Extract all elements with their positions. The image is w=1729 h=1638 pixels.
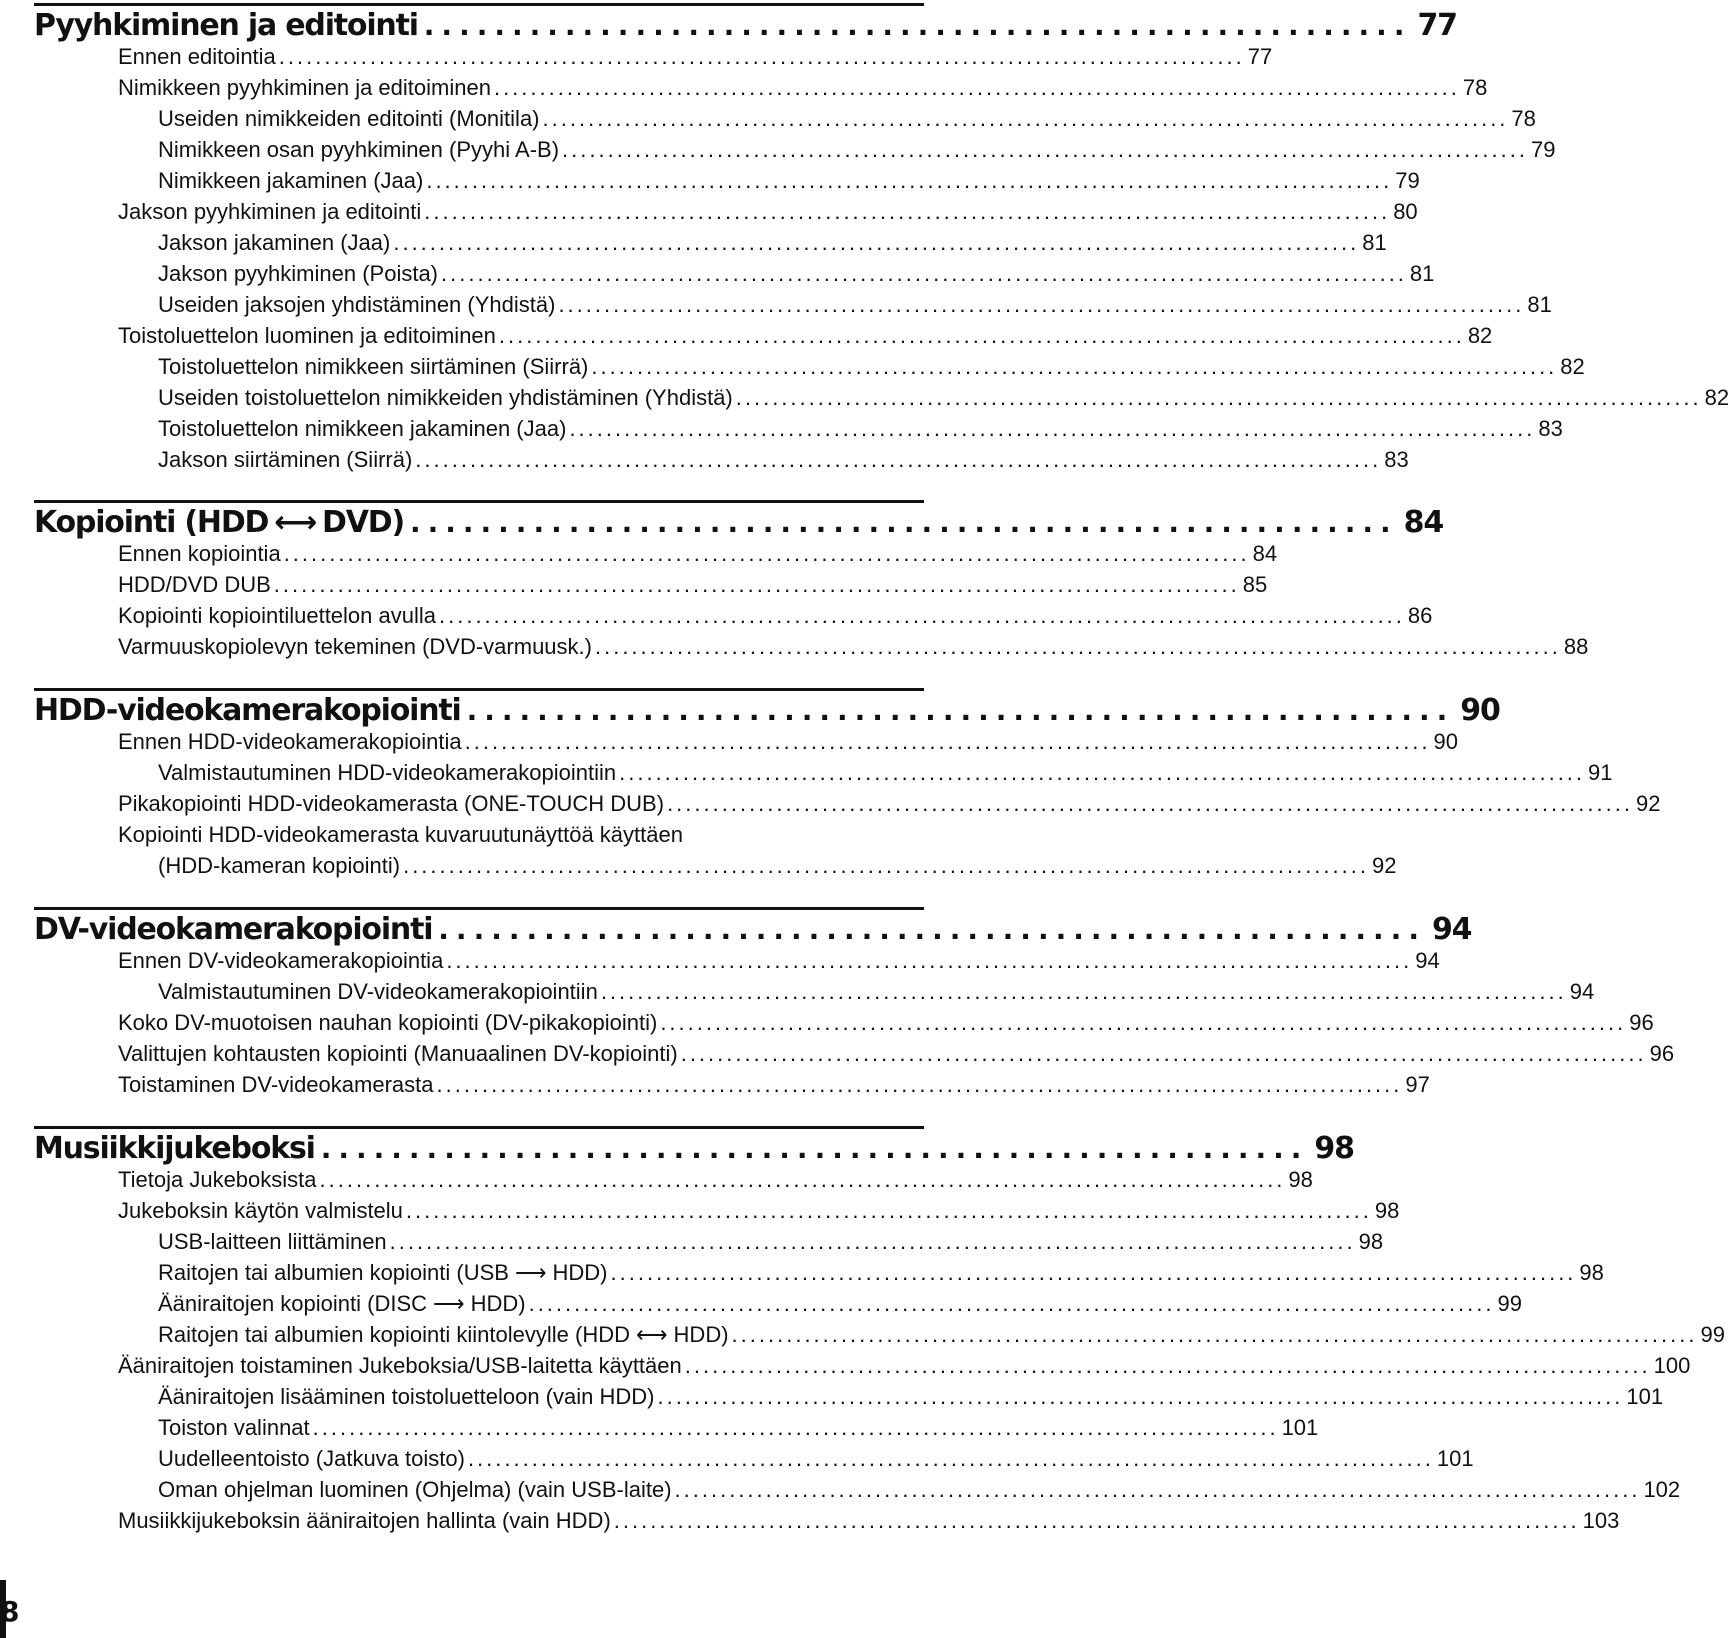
toc-entry[interactable] <box>158 1477 1681 1510</box>
section-rule <box>34 688 924 691</box>
toc-entry[interactable] <box>158 354 1585 387</box>
entry-page: 102 <box>1643 1477 1681 1502</box>
toc-entry[interactable] <box>158 230 1387 263</box>
entry-text-end: HDD) <box>470 1291 526 1316</box>
entry-page: 85 <box>1242 572 1268 597</box>
section-title: Musiikkijukeboksi <box>34 1131 315 1166</box>
leader-dots: .......................................................................................................... <box>600 979 1567 1004</box>
leader-dots: .......................................................................................................... <box>610 1260 1577 1285</box>
entry-text: Toistaminen DV-videokamerasta <box>118 1072 434 1097</box>
leader-dots: ........................................................ <box>409 506 1398 539</box>
toc-entry-continuation[interactable] <box>158 853 1397 886</box>
entry-page: 78 <box>1511 106 1536 131</box>
toc-entry[interactable] <box>158 416 1563 449</box>
entry-text: Raitojen tai albumien kopiointi kiintolevylle (HDD <box>158 1322 630 1347</box>
entry-page: 81 <box>1409 261 1435 286</box>
entry-page: 94 <box>1569 979 1595 1004</box>
entry-page: 98 <box>1579 1260 1604 1285</box>
entry-text: (HDD-kameran kopiointi) <box>158 853 401 878</box>
toc-entry[interactable] <box>158 447 1409 480</box>
section-page: 84 <box>1403 505 1443 540</box>
leader-dots: .......................................................................................................... <box>680 1041 1647 1066</box>
toc-entry[interactable] <box>118 1198 1400 1231</box>
section-page: 90 <box>1460 693 1500 728</box>
toc-entry[interactable] <box>158 1322 1725 1355</box>
entry-text: Jakson jakaminen (Jaa) <box>158 230 391 255</box>
right-arrow-icon: ⟶ <box>514 1260 547 1285</box>
entry-text: Tietoja Jukeboksista <box>118 1167 317 1192</box>
leader-dots: .......................................................................................................... <box>735 385 1702 410</box>
entry-text: Useiden jaksojen yhdistäminen (Yhdistä) <box>158 292 556 317</box>
entry-page: 99 <box>1497 1291 1522 1316</box>
entry-page: 96 <box>1649 1041 1675 1066</box>
section-title-start: Kopiointi (HDD <box>34 505 269 540</box>
entry-text: Toistoluettelon nimikkeen siirtäminen (Siirrä) <box>158 354 589 379</box>
entry-page: 98 <box>1358 1229 1384 1254</box>
entry-page: 86 <box>1407 603 1433 628</box>
entry-text: Kopiointi kopiointiluettelon avulla <box>118 603 436 628</box>
section-title-end: DVD) <box>322 505 404 540</box>
entry-page: 92 <box>1635 791 1661 816</box>
toc-entry[interactable] <box>118 603 1433 636</box>
leader-dots: .......................................................................................................... <box>278 44 1245 69</box>
leader-dots: .......................................................................................................... <box>657 1384 1624 1409</box>
entry-text-end: HDD) <box>552 1260 608 1285</box>
entry-page: 96 <box>1629 1010 1654 1035</box>
entry-page: 78 <box>1462 75 1488 100</box>
toc-entry[interactable] <box>158 1446 1474 1479</box>
toc-entry[interactable] <box>158 261 1435 294</box>
leader-dots: .......................................................................................................... <box>613 1508 1580 1533</box>
entry-text: Ennen kopiointia <box>118 541 281 566</box>
entry-page: 98 <box>1374 1198 1400 1223</box>
leader-dots: .......................................................................................................... <box>312 1415 1279 1440</box>
section-rule <box>34 1126 924 1129</box>
toc-entry[interactable] <box>158 1384 1664 1417</box>
section-title: Pyyhkiminen ja editointi <box>34 8 418 43</box>
section-title: DV-videokamerakopiointi <box>34 912 433 947</box>
entry-text-end: HDD) <box>673 1322 729 1347</box>
entry-text: Toiston valinnat <box>158 1415 310 1440</box>
entry-page: 91 <box>1588 760 1613 785</box>
entry-page: 83 <box>1538 416 1563 441</box>
toc-entry[interactable] <box>118 1353 1691 1386</box>
leader-dots: .......................................................................................................... <box>674 1477 1641 1502</box>
entry-text: Nimikkeen jakaminen (Jaa) <box>158 168 424 193</box>
leader-dots: ........................................................ <box>466 694 1455 727</box>
leader-dots: .......................................................................................................... <box>393 230 1360 255</box>
entry-page: 83 <box>1384 447 1409 472</box>
entry-page: 103 <box>1582 1508 1620 1533</box>
toc-entry[interactable] <box>158 385 1729 418</box>
leader-dots: .......................................................................................................... <box>528 1291 1495 1316</box>
leader-dots: .......................................................................................................... <box>415 447 1382 472</box>
toc-entry[interactable] <box>118 729 1459 762</box>
toc-entry[interactable] <box>118 634 1589 667</box>
entry-text: Ennen editointia <box>118 44 276 69</box>
section-page: 98 <box>1314 1131 1354 1166</box>
entry-text: Valmistautuminen HDD-videokamerakopiointiin <box>158 760 617 785</box>
entry-page: 80 <box>1393 199 1418 224</box>
entry-page: 84 <box>1252 541 1278 566</box>
entry-page: 92 <box>1371 853 1397 878</box>
toc-entry[interactable] <box>158 1229 1384 1262</box>
entry-page: 81 <box>1362 230 1387 255</box>
leader-dots: .......................................................................................................... <box>569 416 1536 441</box>
leader-dots: .......................................................................................................... <box>498 323 1465 348</box>
leader-dots: .......................................................................................................... <box>446 948 1413 973</box>
leader-dots: .......................................................................................................... <box>542 106 1509 131</box>
section-rule <box>34 500 924 503</box>
toc-entry[interactable] <box>158 106 1536 139</box>
toc-entry[interactable] <box>118 199 1418 232</box>
entry-text: HDD/DVD DUB <box>118 572 271 597</box>
entry-text: Toistoluettelon luominen ja editoiminen <box>118 323 496 348</box>
toc-entry[interactable] <box>158 1260 1604 1293</box>
entry-text: Kopiointi HDD-videokamerasta kuvaruutunäyttöä käyttäen <box>118 822 683 847</box>
leader-dots: .......................................................................................................... <box>426 168 1393 193</box>
entry-text: Varmuuskopiolevyn tekeminen (DVD-varmuusk.) <box>118 634 592 659</box>
leader-dots: .......................................................................................................... <box>319 1167 1286 1192</box>
right-arrow-icon: ⟶ <box>433 1291 465 1316</box>
entry-page: 79 <box>1530 137 1556 162</box>
entry-text: Ääniraitojen kopiointi (DISC <box>158 1291 428 1316</box>
entry-text: Pikakopiointi HDD-videokamerasta (ONE-TOUCH DUB) <box>118 791 665 816</box>
entry-text: Toistoluettelon nimikkeen jakaminen (Jaa) <box>158 416 567 441</box>
toc-entry[interactable] <box>118 822 924 855</box>
leader-dots: .......................................................................................................... <box>591 354 1558 379</box>
entry-page: 101 <box>1436 1446 1474 1471</box>
entry-page: 81 <box>1527 292 1552 317</box>
entry-text: Jakson pyyhkiminen (Poista) <box>158 261 439 286</box>
leader-dots: .......................................................................................................... <box>441 261 1407 286</box>
double-arrow-icon: ⟷ <box>636 1322 668 1347</box>
entry-page: 90 <box>1433 729 1459 754</box>
toc-entry[interactable] <box>118 1508 1620 1541</box>
leader-dots: .......................................................................................................... <box>389 1229 1356 1254</box>
section-title: HDD-videokamerakopiointi <box>34 693 461 728</box>
toc-entry[interactable] <box>118 75 1488 108</box>
entry-text: Valmistautuminen DV-videokamerakopiointiin <box>158 979 598 1004</box>
leader-dots: .......................................................................................................... <box>660 1010 1627 1035</box>
toc-entry[interactable] <box>118 1010 1654 1043</box>
entry-text: Musiikkijukeboksin ääniraitojen hallinta (vain HDD) <box>118 1508 611 1533</box>
entry-text: Ennen HDD-videokamerakopiointia <box>118 729 462 754</box>
entry-text: Oman ohjelman luominen (Ohjelma) (vain USB-laite) <box>158 1477 672 1502</box>
entry-page: 88 <box>1563 634 1589 659</box>
entry-page: 97 <box>1405 1072 1430 1097</box>
toc-entry[interactable] <box>118 1167 1313 1200</box>
entry-text: Jakson siirtäminen (Siirrä) <box>158 447 413 472</box>
entry-page: 82 <box>1467 323 1493 348</box>
toc-entry[interactable] <box>118 948 1440 981</box>
toc-entry[interactable] <box>118 791 1661 824</box>
leader-dots: .......................................................................................................... <box>493 75 1460 100</box>
leader-dots: ........................................................ <box>423 9 1412 42</box>
leader-dots: .......................................................................................................... <box>464 729 1431 754</box>
section-rule <box>34 3 924 6</box>
leader-dots: .......................................................................................................... <box>436 1072 1403 1097</box>
toc-entry[interactable] <box>118 1041 1675 1074</box>
toc-entry[interactable] <box>118 44 1273 77</box>
section-page: 77 <box>1417 8 1457 43</box>
leader-dots: .......................................................................................................... <box>562 137 1528 162</box>
leader-dots: .......................................................................................................... <box>558 292 1525 317</box>
toc-entry[interactable] <box>118 1072 1430 1105</box>
toc-entry[interactable] <box>118 572 1268 605</box>
leader-dots: .......................................................................................................... <box>684 1353 1651 1378</box>
entry-text: Nimikkeen pyyhkiminen ja editoiminen <box>118 75 491 100</box>
entry-text: USB-laitteen liittäminen <box>158 1229 387 1254</box>
toc-entry[interactable] <box>158 137 1556 170</box>
entry-text: Uudelleentoisto (Jatkuva toisto) <box>158 1446 465 1471</box>
page-number: 8 <box>0 1595 20 1628</box>
toc-entry[interactable] <box>118 541 1278 574</box>
leader-dots: .......................................................................................................... <box>594 634 1561 659</box>
entry-page: 99 <box>1700 1322 1725 1347</box>
entry-page: 101 <box>1281 1415 1319 1440</box>
entry-text: Ennen DV-videokamerakopiointia <box>118 948 444 973</box>
leader-dots: .......................................................................................................... <box>667 791 1633 816</box>
entry-text: Koko DV-muotoisen nauhan kopiointi (DV-pikakopiointi) <box>118 1010 658 1035</box>
leader-dots: .......................................................................................................... <box>731 1322 1698 1347</box>
leader-dots: .......................................................................................................... <box>467 1446 1434 1471</box>
entry-page: 98 <box>1288 1167 1313 1192</box>
entry-page: 79 <box>1395 168 1420 193</box>
toc-entry[interactable] <box>118 323 1493 356</box>
entry-page: 82 <box>1560 354 1585 379</box>
toc-entry[interactable] <box>158 760 1613 793</box>
toc-entry[interactable] <box>158 292 1552 325</box>
leader-dots: .......................................................................................................... <box>283 541 1250 566</box>
leader-dots: .......................................................................................................... <box>403 853 1369 878</box>
toc-entry[interactable] <box>158 168 1420 201</box>
leader-dots: ........................................................ <box>438 913 1426 946</box>
entry-text: Jakson pyyhkiminen ja editointi <box>118 199 422 224</box>
leader-dots: ........................................................ <box>320 1132 1309 1165</box>
entry-text: Jukeboksin käytön valmistelu <box>118 1198 403 1223</box>
leader-dots: .......................................................................................................... <box>424 199 1391 224</box>
entry-text: Valittujen kohtausten kopiointi (Manuaalinen DV-kopiointi) <box>118 1041 678 1066</box>
leader-dots: .......................................................................................................... <box>405 1198 1372 1223</box>
double-arrow-icon: ⟷ <box>274 505 317 540</box>
entry-text: Nimikkeen osan pyyhkiminen (Pyyhi A-B) <box>158 137 560 162</box>
entry-page: 82 <box>1704 385 1729 410</box>
entry-page: 94 <box>1415 948 1440 973</box>
entry-text: Useiden nimikkeiden editointi (Monitila) <box>158 106 540 131</box>
leader-dots: .......................................................................................................... <box>619 760 1586 785</box>
section-page: 94 <box>1431 912 1472 947</box>
toc-entry[interactable] <box>158 1291 1522 1324</box>
entry-page: 77 <box>1247 44 1273 69</box>
entry-text: Ääniraitojen toistaminen Jukeboksia/USB-laitetta käyttäen <box>118 1353 682 1378</box>
toc-entry[interactable] <box>158 1415 1319 1448</box>
entry-text: Ääniraitojen lisääminen toistoluetteloon (vain HDD) <box>158 1384 655 1409</box>
entry-text: Useiden toistoluettelon nimikkeiden yhdistäminen (Yhdistä) <box>158 385 733 410</box>
leader-dots: .......................................................................................................... <box>273 572 1240 597</box>
leader-dots: .......................................................................................................... <box>439 603 1405 628</box>
section-rule <box>34 907 924 910</box>
entry-page: 101 <box>1626 1384 1664 1409</box>
toc-entry[interactable] <box>158 979 1595 1012</box>
entry-page: 100 <box>1653 1353 1691 1378</box>
entry-text: Raitojen tai albumien kopiointi (USB <box>158 1260 509 1285</box>
